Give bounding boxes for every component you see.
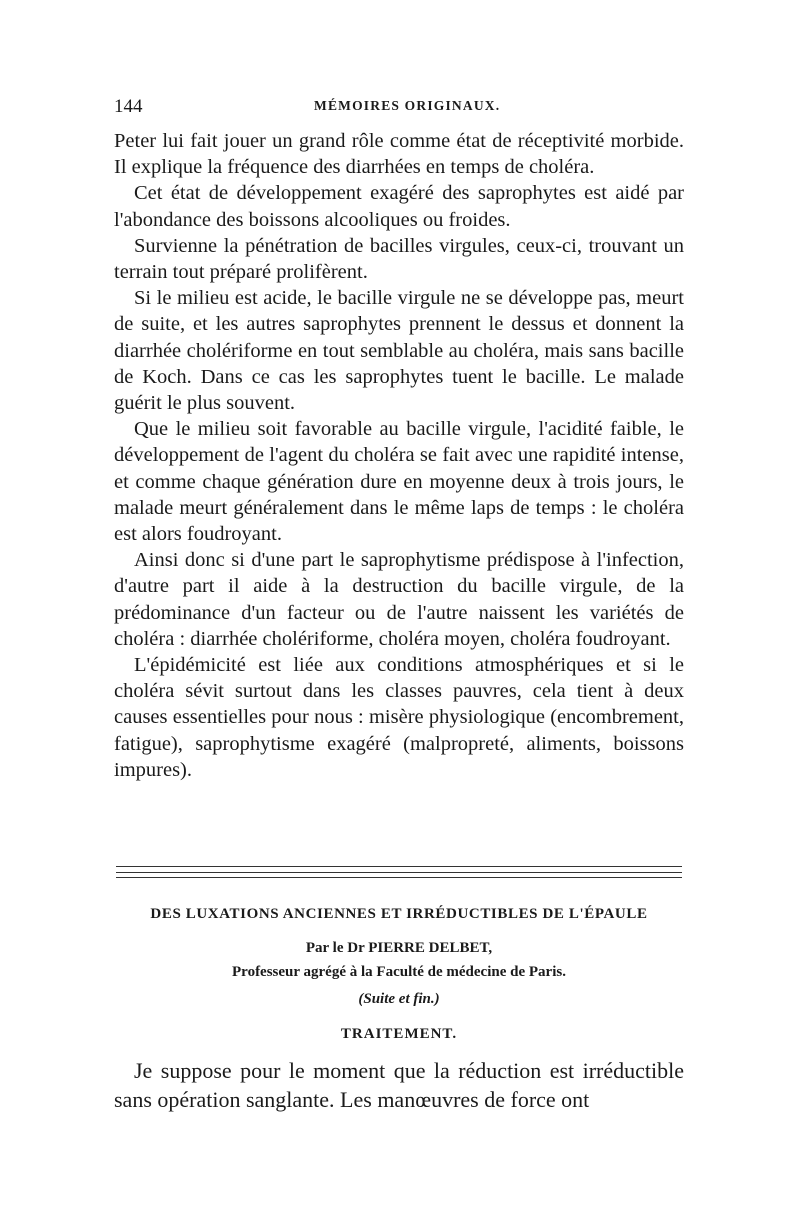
- paragraph: Peter lui fait jouer un grand rôle comme état de réceptivité morbide. Il explique la fréquence des diarrhées en temps de choléra.: [114, 130, 684, 179]
- paragraph: L'épidémicité est liée aux conditions atmosphériques et si le choléra sévit surtout dans les classes pauvres, cela tient à deux causes essentielles pour nous : misère physiologique (encombrement, fatigue), saprophytisme exagéré (malpropreté, aliments, boissons impures).: [114, 654, 684, 781]
- section-heading: TRAITEMENT.: [340, 1026, 458, 1042]
- page-number: 144: [114, 96, 143, 117]
- section-divider-bottom: [116, 877, 682, 878]
- previous-article-text: [114, 128, 684, 783]
- paragraph: Ainsi donc si d'une part le saprophytisme prédispose à l'infection, d'autre part il aide à la destruction du bacille virgule, de la prédominance d'un facteur ou de l'autre naissent les variétés de choléra : diarrhée cholériforme, choléra moyen, choléra foudroyant.: [114, 549, 684, 650]
- paragraph: Survienne la pénétration de bacilles virgules, ceux-ci, trouvant un terrain tout préparé prolifèrent.: [114, 234, 684, 284]
- section-divider-middle: [116, 872, 682, 873]
- continuation-note: (Suite et fin.): [358, 991, 440, 1007]
- section-divider-top: [116, 866, 682, 867]
- journal-title: MÉMOIRES ORIGINAUX.: [314, 98, 501, 113]
- paragraph: Je suppose pour le moment que la réduction est irréductible sans opération sanglante. Les manœuvres de force ont: [114, 1058, 684, 1112]
- paragraph: Que le milieu soit favorable au bacille virgule, l'acidité faible, le développement de l'agent du choléra se fait avec une rapidité intense, et comme chaque génération dure en moyenne deux à trois jours, le malade meurt généralement dans le même laps de temps : le choléra est alors foudroyant.: [114, 418, 684, 546]
- author-byline: Par le Dr PIERRE DELBET,: [305, 940, 493, 956]
- article-body: [114, 1056, 684, 1114]
- running-head: [114, 96, 684, 120]
- article-title: DES LUXATIONS ANCIENNES ET IRRÉDUCTIBLES DE L'ÉPAULE: [150, 906, 648, 922]
- author-affiliation: Professeur agrégé à la Faculté de médecine de Paris.: [232, 964, 566, 980]
- paragraph: Cet état de développement exagéré des saprophytes est aidé par l'abondance des boissons alcooliques ou froides.: [114, 182, 684, 231]
- paragraph: Si le milieu est acide, le bacille virgule ne se développe pas, meurt de suite, et les autres saprophytes prennent le dessus et donnent la diarrhée cholériforme en tout semblable au choléra, mais sans bacille de Koch. Dans ce cas les saprophytes tuent le bacille. Le malade guérit le plus souvent.: [114, 287, 684, 415]
